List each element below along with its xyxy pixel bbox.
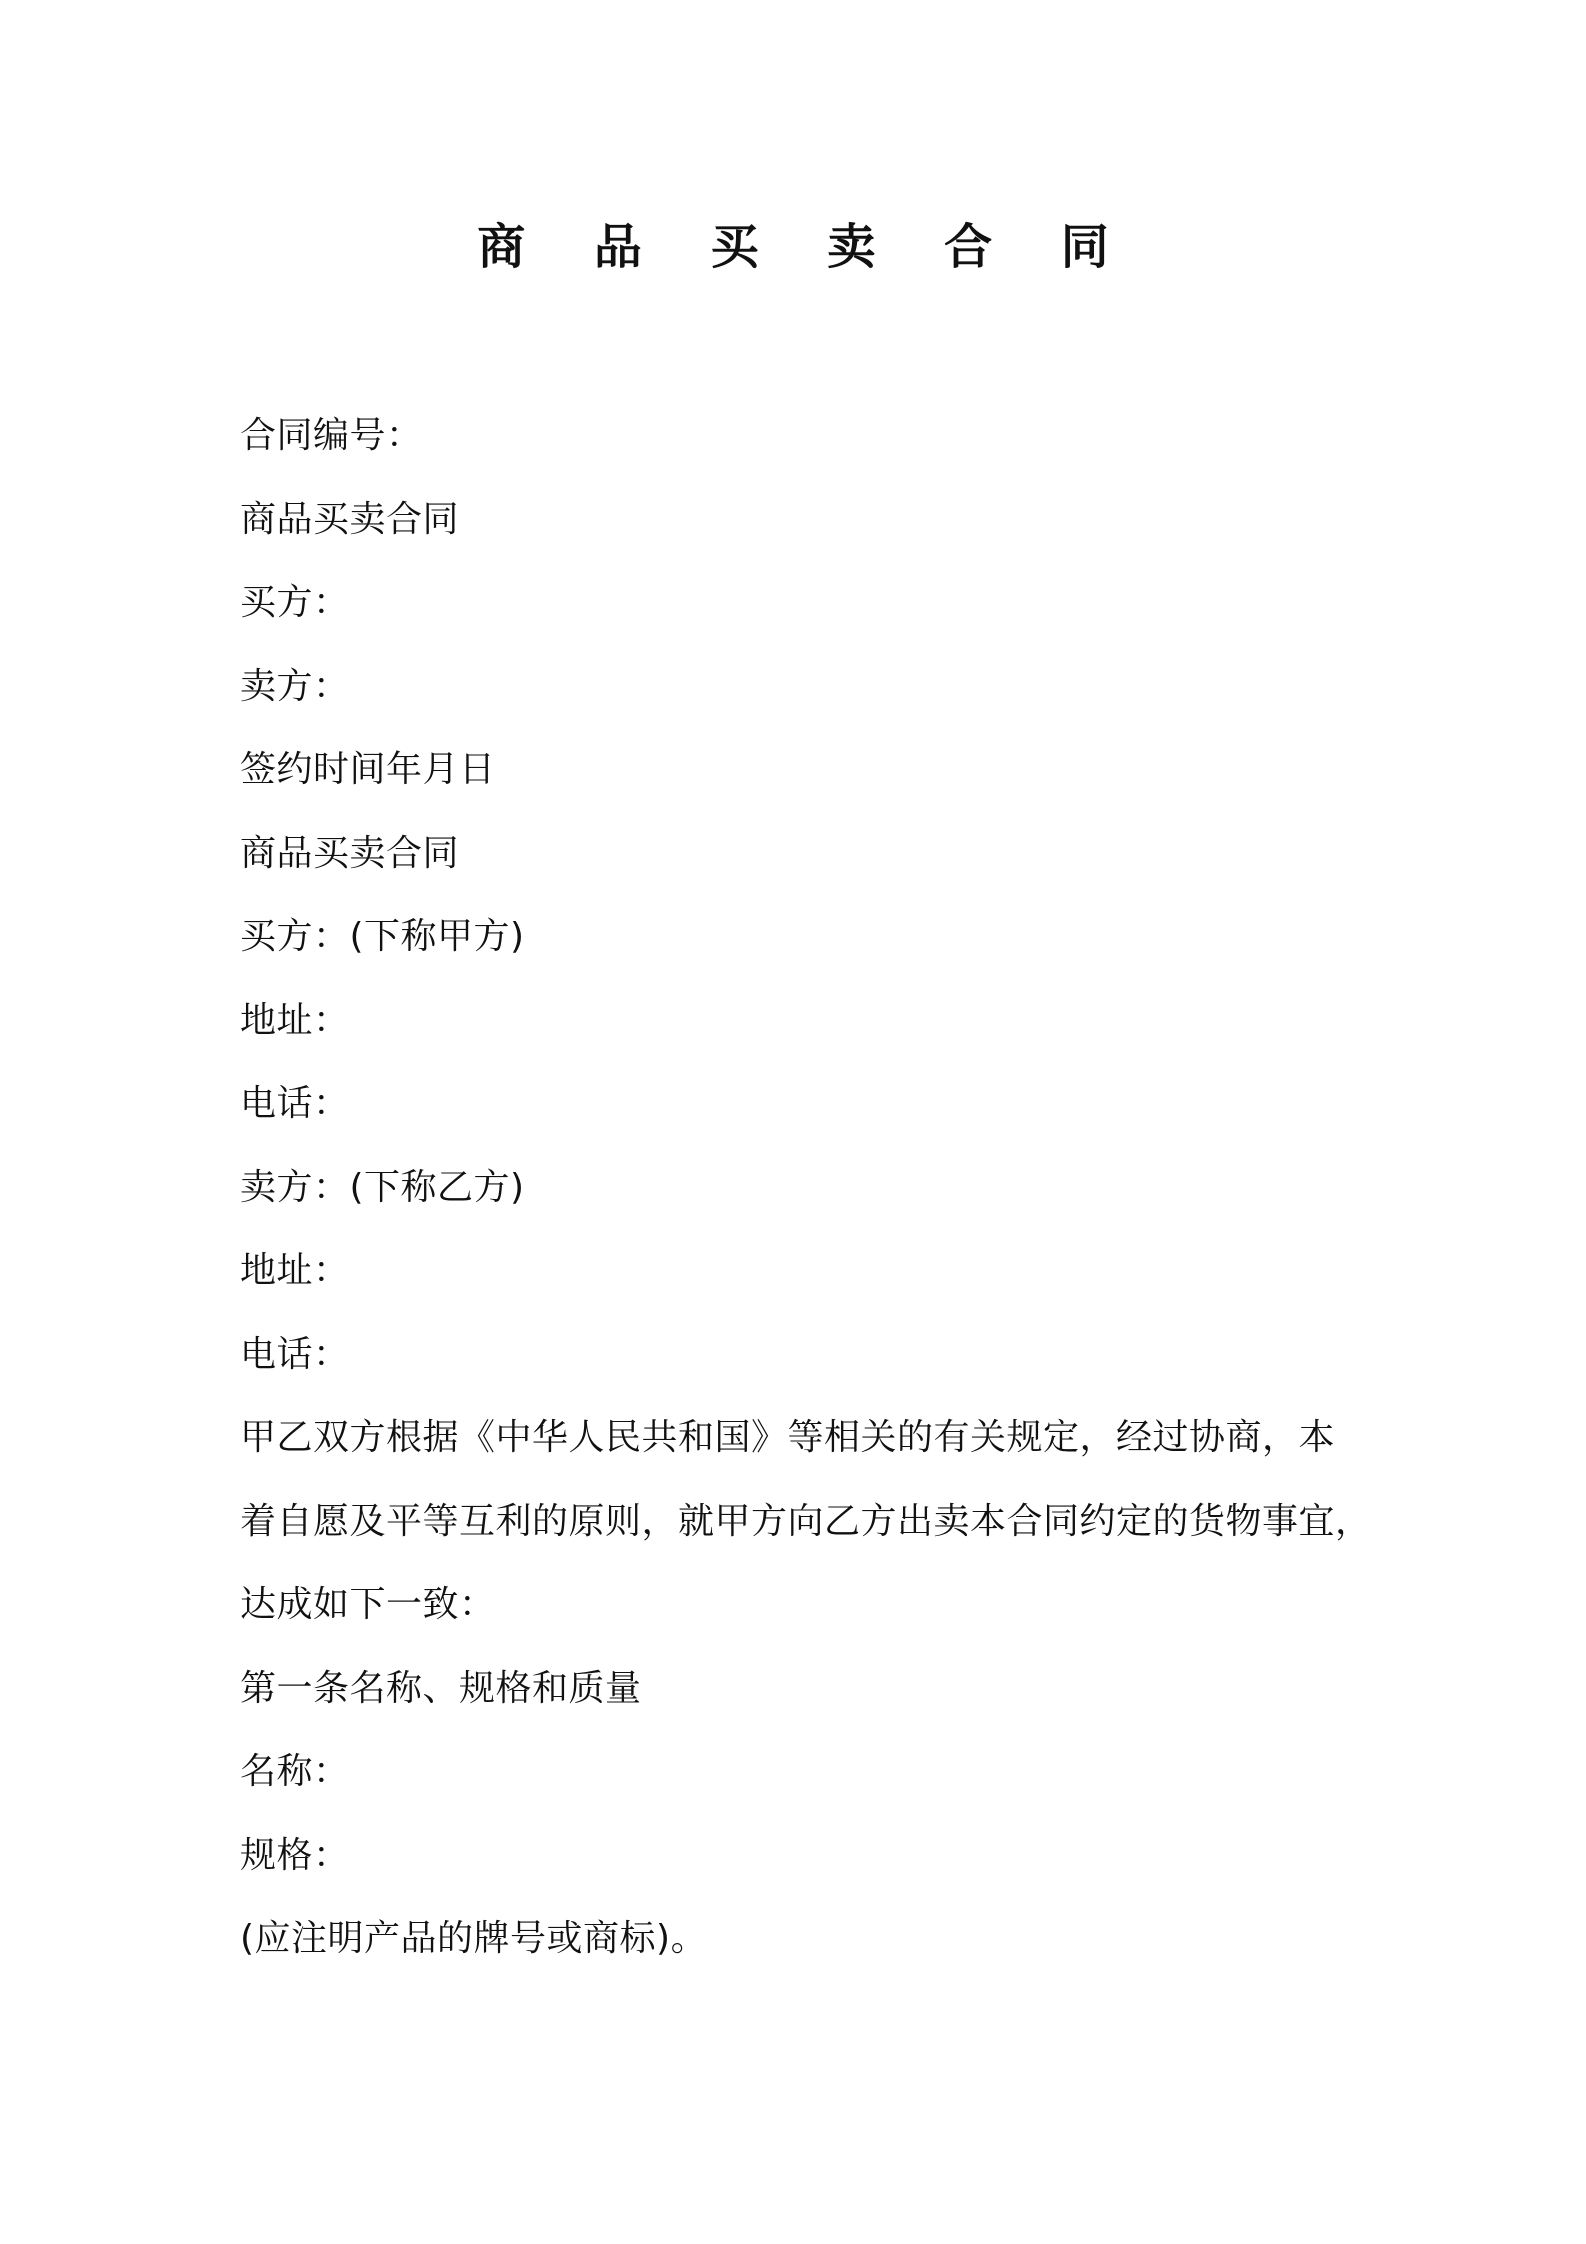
seller-line: 卖方： <box>240 665 350 707</box>
document-body <box>240 406 1380 1993</box>
party-b-line: 卖方：(下称乙方) <box>240 1166 525 1208</box>
contract-name-line: 商品买卖合同 <box>240 498 460 540</box>
buyer-line: 买方： <box>240 582 350 623</box>
contract-heading-line: 商品买卖合同 <box>240 832 460 874</box>
preamble-line-3: 达成如下一致： <box>240 1584 496 1625</box>
signing-date-line: 签约时间年月日 <box>240 749 496 790</box>
article-one-heading: 第一条名称、规格和质量 <box>240 1667 642 1709</box>
party-a-line: 买方：(下称甲方) <box>240 916 525 957</box>
preamble-line-2: 着自愿及平等互利的原则，就甲方向乙方出卖本合同约定的货物事宜， <box>240 1500 1372 1542</box>
brand-note-line: (应注明产品的牌号或商标)。 <box>240 1918 708 1959</box>
contract-number-line: 合同编号： <box>240 415 423 456</box>
party-b-phone-line: 电话： <box>240 1333 350 1375</box>
specification-line: 规格： <box>240 1834 350 1876</box>
product-name-line: 名称： <box>240 1751 350 1792</box>
party-a-address-line: 地址： <box>240 999 350 1041</box>
document-title: 商 品 买 卖 合 同 <box>477 219 1135 275</box>
party-b-address-line: 地址： <box>240 1250 350 1291</box>
party-a-phone-line: 电话： <box>240 1083 350 1124</box>
preamble-line-1: 甲乙双方根据《中华人民共和国》等相关的有关规定，经过协商，本 <box>240 1417 1336 1458</box>
